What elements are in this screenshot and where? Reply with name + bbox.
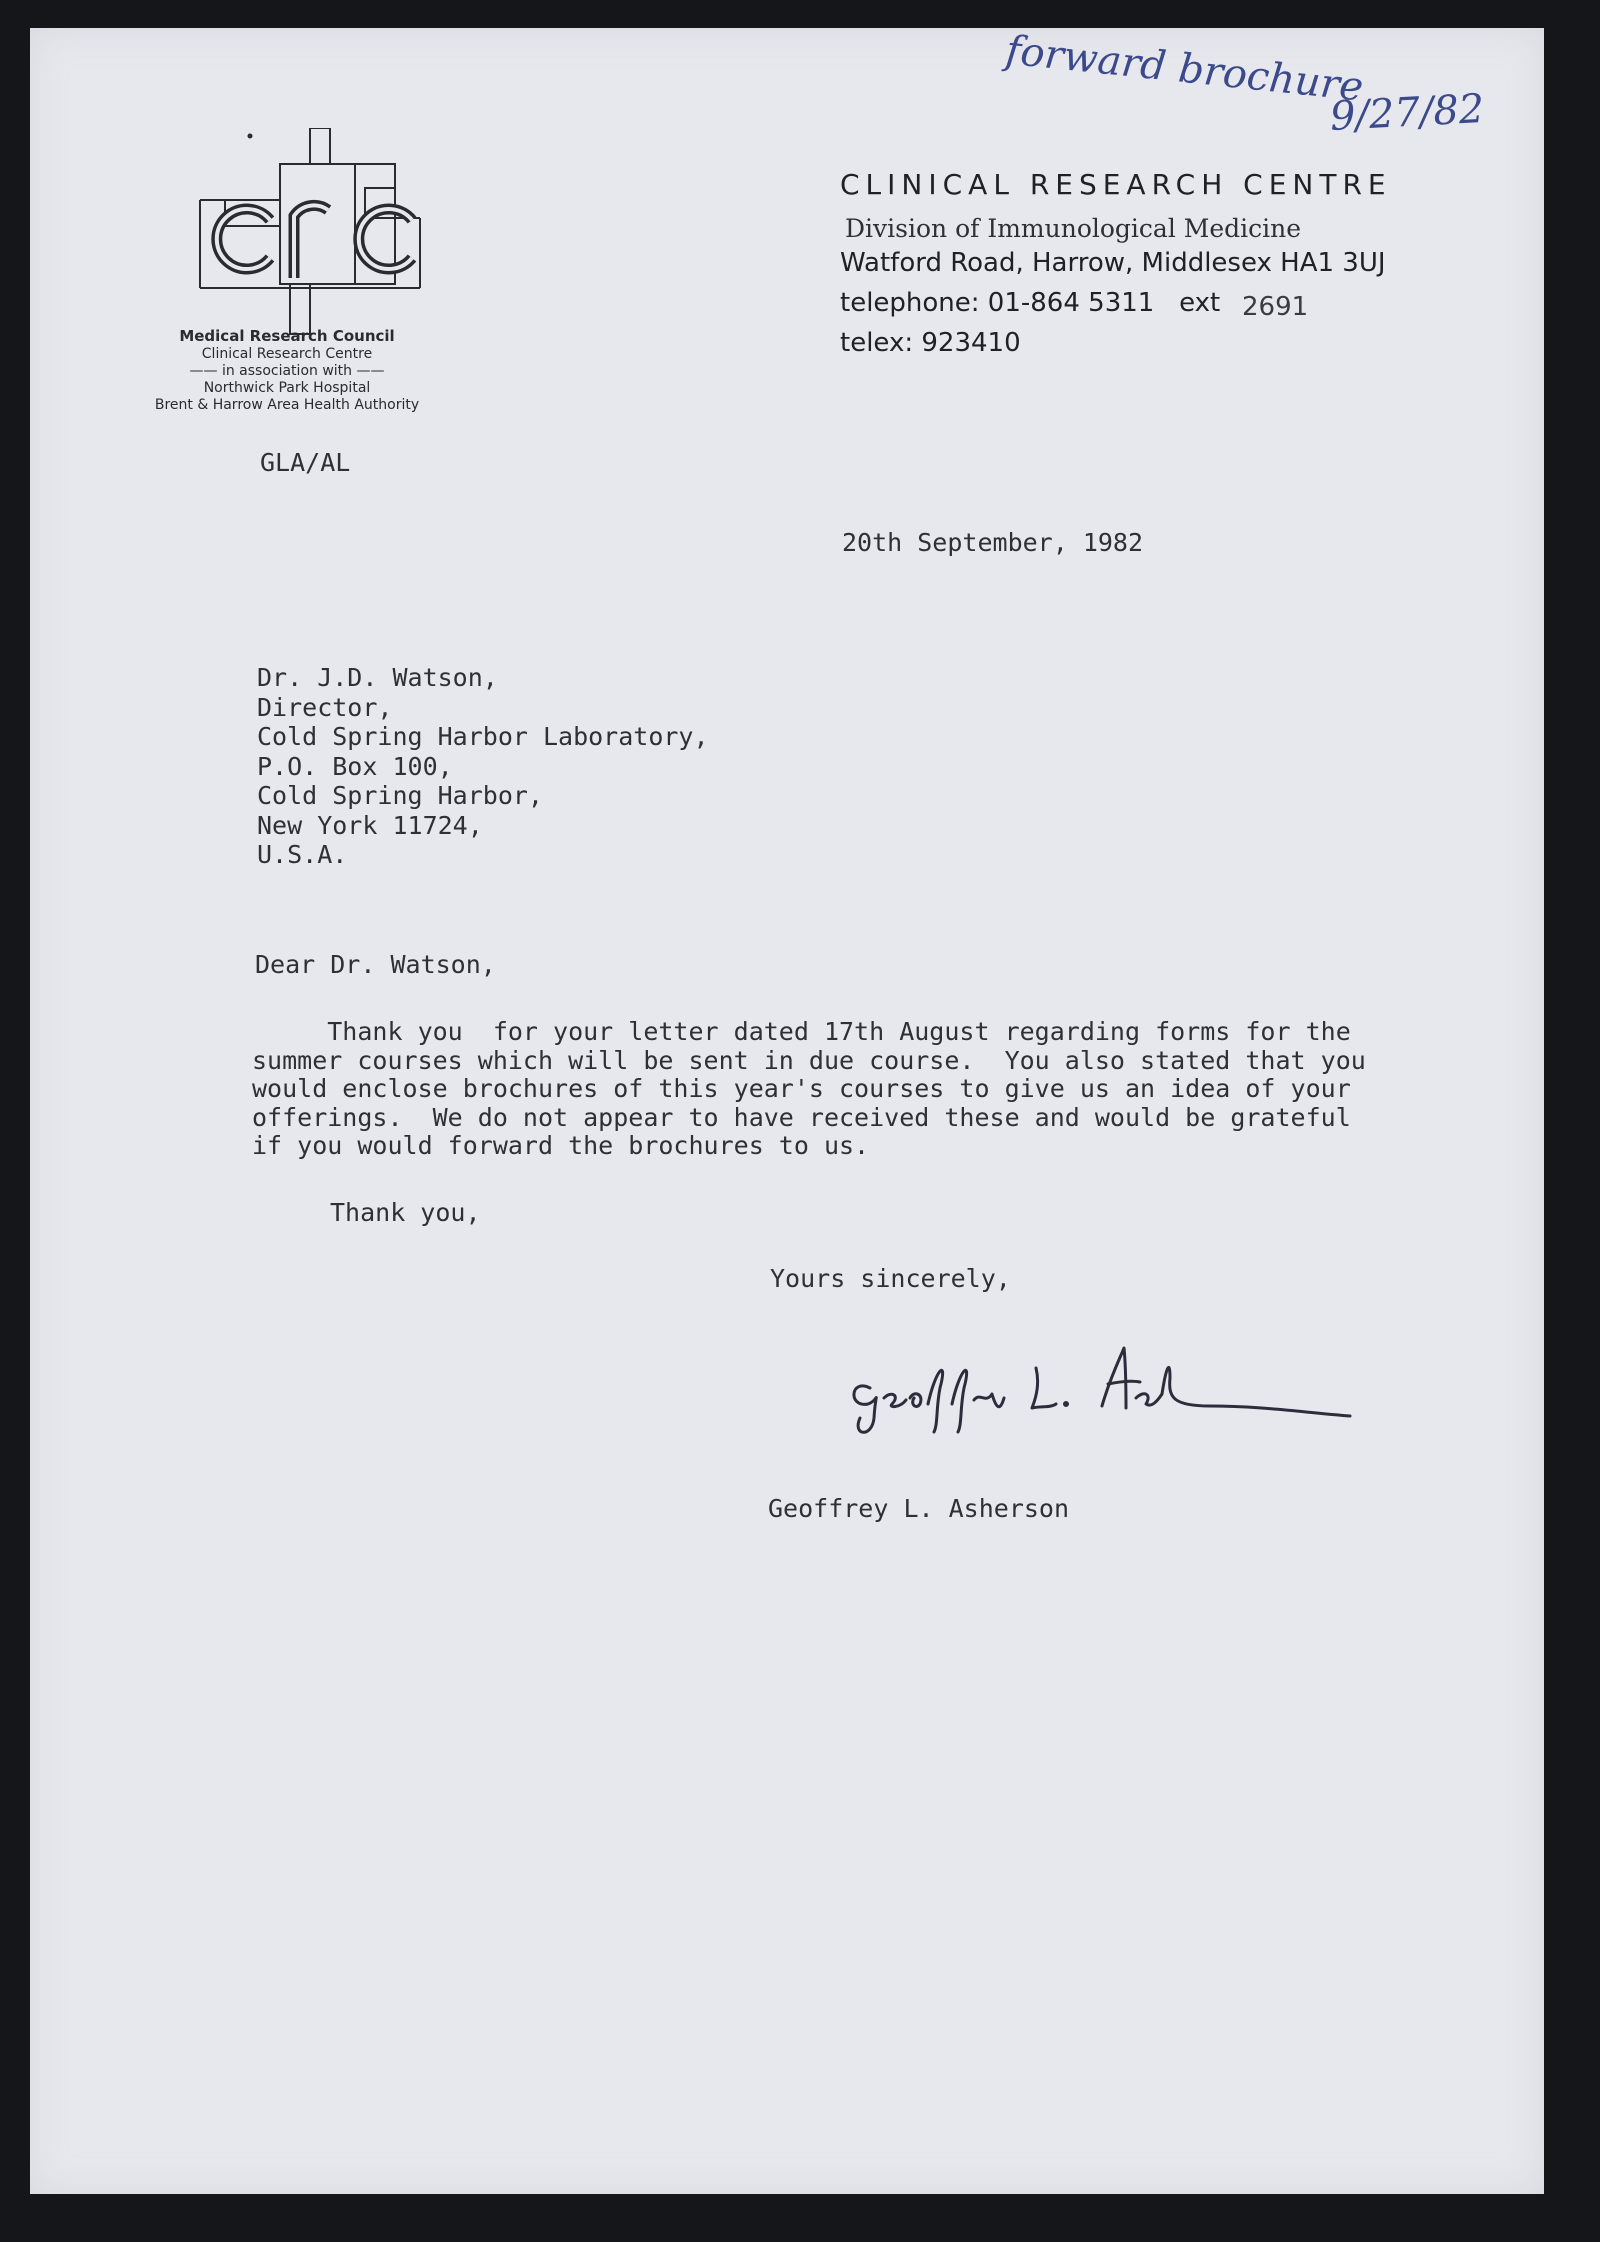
letterhead-division: Division of Immunological Medicine — [845, 214, 1302, 243]
body-line: if you would forward the brochures to us. — [252, 1131, 870, 1160]
salutation: Dear Dr. Watson, — [255, 950, 496, 979]
reference-code: GLA/AL — [260, 448, 351, 477]
handwritten-note: forward brochure — [1003, 27, 1366, 111]
signatory-name: Geoffrey L. Asherson — [768, 1494, 1070, 1523]
recipient-line: New York 11724, — [257, 810, 483, 840]
letter-date: 20th September, 1982 — [842, 528, 1144, 557]
handwritten-date: 9/27/82 — [1328, 85, 1486, 141]
org-line-1: Medical Research Council — [179, 327, 395, 345]
org-line-2: Clinical Research Centre — [201, 346, 373, 362]
letter-body — [252, 1018, 1366, 1161]
letterhead-telex: telex: 923410 — [840, 328, 1021, 358]
body-line: offerings. We do not appear to have received these and would be grateful — [252, 1102, 1351, 1132]
body-line: Thank you for your letter dated 17th August regarding forms for the — [252, 1017, 1351, 1046]
recipient-line: Dr. J.D. Watson, — [257, 663, 498, 692]
letterhead-telephone: telephone: 01-864 5311 ext — [840, 288, 1221, 318]
crc-logo-icon — [190, 128, 460, 338]
org-line-4: Northwick Park Hospital — [203, 380, 371, 396]
letterhead-address: Watford Road, Harrow, Middlesex HA1 3UJ — [840, 248, 1386, 278]
letterhead-extension: 2691 — [1242, 292, 1309, 322]
signature-icon — [840, 1328, 1360, 1448]
recipient-line: P.O. Box 100, — [257, 751, 453, 781]
crc-logo — [190, 128, 460, 338]
body-line: summer courses which will be sent in due course. You also stated that you — [252, 1045, 1366, 1075]
org-line-3: —— in association with —— — [189, 363, 385, 379]
thanks-line: Thank you, — [330, 1198, 481, 1227]
recipient-line: U.S.A. — [257, 840, 348, 869]
recipient-line: Cold Spring Harbor, — [257, 781, 543, 810]
letter-page — [30, 28, 1544, 2194]
letterhead-title: CLINICAL RESEARCH CENTRE — [840, 168, 1392, 201]
closing-line: Yours sincerely, — [770, 1264, 1011, 1293]
recipient-line: Director, — [257, 692, 393, 722]
recipient-line: Cold Spring Harbor Laboratory, — [257, 722, 709, 751]
body-line: would enclose brochures of this year's courses to give us an idea of your — [252, 1074, 1351, 1103]
recipient-address — [257, 663, 709, 870]
signature — [840, 1328, 1360, 1448]
org-line-5: Brent & Harrow Area Health Authority — [154, 397, 420, 413]
